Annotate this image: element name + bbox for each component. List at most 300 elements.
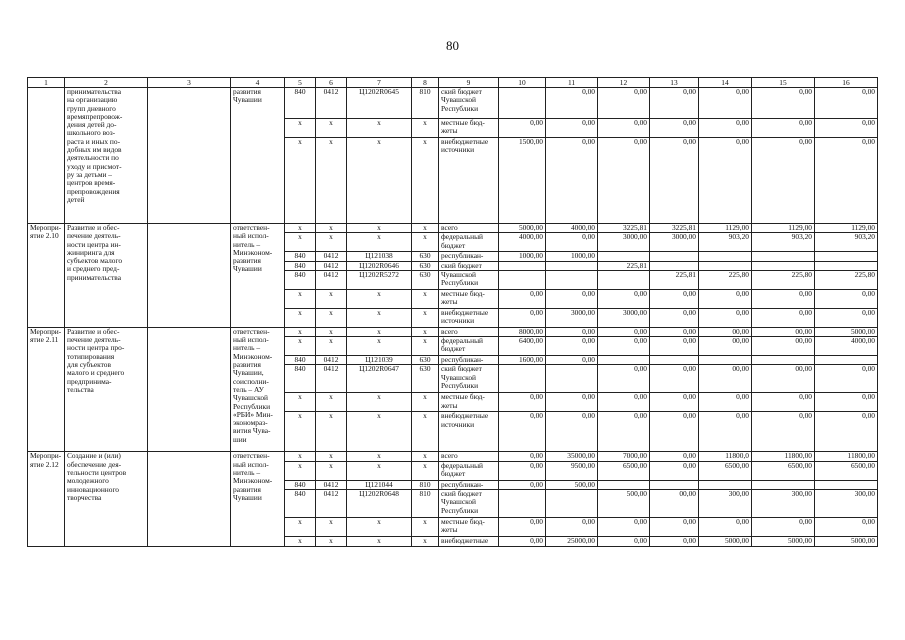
expense-type (412, 452, 439, 461)
amount-year-2 (546, 337, 598, 356)
grbs-code-text: x (298, 232, 302, 242)
amount-year-2-text: 0,00 (582, 137, 595, 146)
responsible-executor (231, 88, 285, 224)
section-code-text: 0412 (323, 251, 339, 261)
amount-year-4 (650, 327, 699, 336)
amount-year-6-text: 0,00 (799, 87, 812, 96)
amount-year-3-text: 0,00 (634, 336, 647, 346)
target-article (347, 88, 412, 119)
target-article (347, 365, 412, 393)
amount-year-2 (546, 138, 598, 224)
section-code (316, 327, 347, 336)
amount-year-1 (499, 337, 546, 356)
amount-year-5 (699, 412, 752, 452)
amount-year-7-text: 0,00 (862, 411, 875, 421)
amount-year-2 (546, 224, 598, 233)
amount-year-4 (650, 252, 699, 261)
amount-year-2-text: 0,00 (582, 289, 595, 298)
target-article-text: Ц121044 (365, 480, 393, 489)
amount-year-1 (499, 138, 546, 224)
amount-year-4 (650, 119, 699, 138)
amount-year-6-text: 0,00 (799, 308, 812, 317)
funding-source-text: внебюджетные источники (441, 308, 489, 326)
amount-year-7 (815, 261, 878, 270)
amount-year-3 (598, 365, 650, 393)
grbs-code (285, 518, 316, 537)
funding-source (439, 270, 499, 289)
amount-year-1-text: 0,00 (530, 451, 543, 461)
funding-source (439, 233, 499, 252)
amount-year-5 (699, 518, 752, 537)
grbs-code (285, 289, 316, 308)
amount-year-1 (499, 308, 546, 327)
section-code (316, 490, 347, 518)
amount-year-6-text: 5000,00 (787, 536, 812, 546)
amount-year-4 (650, 337, 699, 356)
amount-year-5 (699, 224, 752, 233)
amount-year-7-text: 1129,00 (851, 223, 875, 232)
target-article (347, 138, 412, 224)
grbs-code (285, 490, 316, 518)
section-code-text: x (329, 308, 333, 317)
amount-year-1-text: 0,00 (530, 118, 543, 127)
grbs-code (285, 138, 316, 224)
column-header-5: 5 (285, 78, 316, 88)
amount-year-1-text: 6400,00 (518, 336, 543, 346)
amount-year-3-text: 0,00 (634, 536, 647, 546)
amount-year-1-text: 0,00 (530, 517, 543, 527)
amount-year-7-text: 6500,00 (850, 461, 875, 470)
amount-year-2-text: 500,00 (574, 480, 595, 489)
target-article-text: Ц1202R5272 (359, 270, 399, 279)
amount-year-5 (699, 452, 752, 461)
responsible-executor-text: ответствен- ный испол- нитель – Минэконом- развития Чувашии (233, 223, 273, 274)
page-number: 80 (446, 38, 459, 53)
section-code (316, 289, 347, 308)
amount-year-2-text: 0,00 (582, 392, 595, 402)
amount-year-6 (752, 337, 815, 356)
expense-type (412, 308, 439, 327)
amount-year-3 (598, 452, 650, 461)
amount-year-3-text: 3000,00 (622, 308, 647, 317)
amount-year-7 (815, 452, 878, 461)
target-article (347, 261, 412, 270)
amount-year-6 (752, 88, 815, 119)
funding-source-text: местные бюд- жеты (441, 289, 485, 307)
funding-source-text: местные бюд- жеты (441, 118, 485, 136)
amount-year-7 (815, 356, 878, 365)
amount-year-3-text: 0,00 (634, 411, 647, 421)
expense-type-text: 810 (419, 87, 431, 96)
column-header-1: 1 (28, 78, 65, 88)
amount-year-5-text: 0,00 (736, 517, 749, 527)
amount-year-3 (598, 518, 650, 537)
amount-year-1-text: 4000,00 (518, 232, 543, 242)
amount-year-1 (499, 252, 546, 261)
grbs-code (285, 252, 316, 261)
amount-year-5 (699, 337, 752, 356)
grbs-code (285, 337, 316, 356)
expense-type-text: x (423, 536, 427, 546)
expense-type (412, 289, 439, 308)
target-article-text: Ц121039 (365, 355, 393, 365)
grbs-code (285, 356, 316, 365)
section-code-text: x (329, 411, 333, 421)
amount-year-6 (752, 490, 815, 518)
amount-year-7 (815, 412, 878, 452)
amount-year-1 (499, 490, 546, 518)
amount-year-4 (650, 452, 699, 461)
funding-source (439, 356, 499, 365)
amount-year-3 (598, 119, 650, 138)
amount-year-7-text: 0,00 (862, 364, 875, 374)
amount-year-6 (752, 365, 815, 393)
responsible-executor-text: ответствен- ный испол- нитель – Минэконом- развития Чувашии (233, 451, 273, 502)
column-header-6: 6 (316, 78, 347, 88)
target-article-text: x (377, 289, 381, 298)
measure-name-text: Развитие и обес- печение деятель- ности центра ин- жиниринга для субъектов малого и среднего пред- принимательства (67, 223, 123, 282)
amount-year-7-text: 4000,00 (850, 336, 875, 346)
amount-year-6-text: 00,00 (795, 364, 812, 374)
amount-year-5-text: 6500,00 (724, 461, 749, 470)
grbs-code-text: x (298, 137, 302, 146)
section-code-text: x (329, 536, 333, 546)
amount-year-2 (546, 119, 598, 138)
expense-type (412, 270, 439, 289)
funding-source (439, 480, 499, 489)
funding-source-text: республикан- (441, 355, 484, 365)
amount-year-3 (598, 393, 650, 412)
target-article (347, 356, 412, 365)
amount-year-4-text: 0,00 (683, 517, 696, 527)
amount-year-5-text: 0,00 (736, 118, 749, 127)
amount-year-7-text: 0,00 (862, 308, 875, 317)
target-article-text: x (377, 517, 381, 527)
funding-source (439, 119, 499, 138)
amount-year-7 (815, 138, 878, 224)
amount-year-7 (815, 252, 878, 261)
target-article-text: x (377, 232, 381, 242)
measure-code (28, 224, 65, 328)
amount-year-3 (598, 537, 650, 547)
amount-year-4 (650, 261, 699, 270)
amount-year-1 (499, 327, 546, 336)
amount-year-3 (598, 461, 650, 480)
amount-year-6 (752, 261, 815, 270)
funding-source (439, 252, 499, 261)
amount-year-7 (815, 88, 878, 119)
section-code (316, 518, 347, 537)
amount-year-1 (499, 224, 546, 233)
grbs-code-text: x (298, 536, 302, 546)
expense-type (412, 119, 439, 138)
section-code-text: 0412 (323, 489, 339, 499)
target-article (347, 308, 412, 327)
target-article (347, 537, 412, 547)
expense-type-text: x (423, 223, 427, 232)
funding-source-text: ский бюджет Чувашской Республики (441, 364, 482, 391)
amount-year-2-text: 0,00 (582, 411, 595, 421)
grbs-code-text: x (298, 308, 302, 317)
funding-source (439, 88, 499, 119)
expense-type-text: x (423, 451, 427, 461)
amount-year-4-text: 0,00 (683, 137, 696, 146)
amount-year-7 (815, 337, 878, 356)
amount-year-1-text: 0,00 (530, 461, 543, 470)
amount-year-3 (598, 327, 650, 336)
amount-year-2-text: 0,00 (582, 336, 595, 346)
amount-year-3 (598, 289, 650, 308)
target-article-text: x (377, 451, 381, 461)
amount-year-4-text: 0,00 (683, 451, 696, 461)
target-article (347, 289, 412, 308)
target-article-text: x (377, 536, 381, 546)
amount-year-3-text: 0,00 (634, 137, 647, 146)
amount-year-4 (650, 480, 699, 489)
amount-year-7 (815, 393, 878, 412)
grbs-code-text: 840 (294, 364, 306, 374)
amount-year-1 (499, 393, 546, 412)
expense-type (412, 233, 439, 252)
measure-name (65, 452, 148, 547)
amount-year-5 (699, 119, 752, 138)
section-code (316, 393, 347, 412)
funding-source (439, 412, 499, 452)
amount-year-5 (699, 490, 752, 518)
measure-code-text: Меропри- ятие 2.11 (30, 327, 62, 345)
amount-year-1-text: 0,00 (530, 308, 543, 317)
amount-year-7-text: 11800,00 (847, 451, 875, 461)
target-article (347, 252, 412, 261)
column-header-2: 2 (65, 78, 148, 88)
section-code-text: x (329, 232, 333, 242)
amount-year-4-text: 0,00 (683, 87, 696, 96)
amount-year-6 (752, 327, 815, 336)
expense-type-text: 630 (419, 251, 431, 261)
section-code (316, 337, 347, 356)
expense-type (412, 412, 439, 452)
amount-year-6-text: 00,00 (795, 336, 812, 346)
amount-year-3-text: 7000,00 (622, 451, 647, 461)
section-code-text: x (329, 137, 333, 146)
grbs-code-text: 840 (294, 251, 306, 261)
amount-year-4-text: 0,00 (683, 327, 696, 336)
funding-source (439, 461, 499, 480)
amount-year-3 (598, 261, 650, 270)
amount-year-6-text: 11800,00 (784, 451, 812, 461)
column-header-10: 10 (499, 78, 546, 88)
target-article-text: Ц1202R0647 (359, 364, 399, 374)
column-3-empty (148, 224, 231, 328)
table-body (28, 88, 878, 547)
amount-year-7-text: 0,00 (862, 118, 875, 127)
measure-code-text: Меропри- ятие 2.12 (30, 451, 62, 469)
amount-year-3-text: 500,00 (626, 489, 647, 499)
funding-source-text: ский бюджет Чувашской Республики (441, 87, 482, 113)
amount-year-6 (752, 452, 815, 461)
amount-year-7-text: 903,20 (854, 232, 875, 242)
column-header-11: 11 (546, 78, 598, 88)
measure-code (28, 327, 65, 452)
amount-year-3 (598, 88, 650, 119)
amount-year-7-text: 0,00 (862, 517, 875, 527)
amount-year-5 (699, 356, 752, 365)
grbs-code (285, 365, 316, 393)
amount-year-5 (699, 461, 752, 480)
section-code (316, 138, 347, 224)
amount-year-2 (546, 270, 598, 289)
column-3-empty (148, 452, 231, 547)
section-code-text: x (329, 289, 333, 298)
amount-year-4 (650, 412, 699, 452)
target-article (347, 337, 412, 356)
measure-name (65, 327, 148, 452)
amount-year-3 (598, 224, 650, 233)
amount-year-1 (499, 518, 546, 537)
amount-year-3 (598, 480, 650, 489)
responsible-executor (231, 452, 285, 547)
expense-type (412, 356, 439, 365)
funding-source-text: федеральный бюджет (441, 461, 483, 479)
amount-year-1-text: 0,00 (530, 480, 543, 489)
grbs-code-text: x (298, 461, 302, 470)
amount-year-7 (815, 461, 878, 480)
expense-type-text: x (423, 327, 427, 336)
amount-year-2 (546, 356, 598, 365)
column-header-7: 7 (347, 78, 412, 88)
amount-year-5-text: 0,00 (736, 308, 749, 317)
amount-year-1-text: 0,00 (530, 536, 543, 546)
budget-table (27, 77, 878, 547)
target-article (347, 518, 412, 537)
amount-year-1 (499, 412, 546, 452)
target-article-text: x (377, 308, 381, 317)
amount-year-7 (815, 233, 878, 252)
amount-year-6 (752, 480, 815, 489)
section-code (316, 270, 347, 289)
amount-year-3 (598, 490, 650, 518)
amount-year-3 (598, 138, 650, 224)
expense-type-text: x (423, 411, 427, 421)
target-article (347, 490, 412, 518)
amount-year-4 (650, 490, 699, 518)
amount-year-5 (699, 393, 752, 412)
grbs-code (285, 393, 316, 412)
section-code-text: 0412 (323, 270, 339, 279)
grbs-code-text: 840 (294, 489, 306, 499)
amount-year-2 (546, 452, 598, 461)
expense-type (412, 88, 439, 119)
amount-year-7-text: 0,00 (862, 289, 875, 298)
column-header-16: 16 (815, 78, 878, 88)
amount-year-3 (598, 270, 650, 289)
amount-year-1 (499, 233, 546, 252)
funding-source (439, 289, 499, 308)
section-code-text: 0412 (323, 87, 339, 96)
responsible-executor-text: развития Чувашии (233, 87, 262, 105)
amount-year-1 (499, 537, 546, 547)
expense-type-text: x (423, 392, 427, 402)
expense-type (412, 393, 439, 412)
grbs-code-text: 840 (294, 87, 306, 96)
amount-year-3-text: 0,00 (634, 392, 647, 402)
funding-source-text: внебюджетные источники (441, 137, 489, 155)
amount-year-1-text: 1000,00 (518, 251, 543, 261)
section-code (316, 119, 347, 138)
amount-year-7-text: 0,00 (862, 137, 875, 146)
expense-type (412, 327, 439, 336)
amount-year-4 (650, 461, 699, 480)
amount-year-2-text: 0,00 (582, 232, 595, 242)
amount-year-5-text: 0,00 (736, 137, 749, 146)
amount-year-4 (650, 138, 699, 224)
amount-year-1 (499, 365, 546, 393)
amount-year-6-text: 0,00 (799, 289, 812, 298)
amount-year-7 (815, 327, 878, 336)
amount-year-2-text: 9500,00 (570, 461, 595, 470)
funding-source-text: местные бюд- жеты (441, 517, 485, 535)
amount-year-4-text: 0,00 (683, 536, 696, 546)
target-article (347, 233, 412, 252)
amount-year-1-text: 8000,00 (518, 327, 543, 336)
amount-year-4-text: 3225,81 (671, 223, 696, 232)
expense-type (412, 252, 439, 261)
amount-year-2 (546, 412, 598, 452)
amount-year-3-text: 0,00 (634, 289, 647, 298)
amount-year-6-text: 0,00 (799, 411, 812, 421)
funding-source (439, 224, 499, 233)
target-article-text: x (377, 137, 381, 146)
grbs-code-text: x (298, 392, 302, 402)
amount-year-6-text: 903,20 (791, 232, 812, 242)
measure-name-text: принимательства на организацию групп дневного времяпрепровож- дения детей до- школьного воз- раста и иных по- добных им видов деятельности по уходу и присмот- ру за детьми – центров время- препровождения детей (67, 87, 123, 204)
amount-year-4-text: 00,00 (679, 489, 696, 499)
column-header-4: 4 (231, 78, 285, 88)
expense-type-text: x (423, 517, 427, 527)
funding-source (439, 337, 499, 356)
amount-year-5 (699, 480, 752, 489)
amount-year-4-text: 0,00 (683, 118, 696, 127)
section-code (316, 365, 347, 393)
expense-type (412, 261, 439, 270)
amount-year-4-text: 0,00 (683, 308, 696, 317)
amount-year-4 (650, 365, 699, 393)
funding-source-text: федеральный бюджет (441, 336, 483, 354)
grbs-code-text: 840 (294, 355, 306, 365)
section-code-text: 0412 (323, 261, 339, 270)
amount-year-6-text: 0,00 (799, 137, 812, 146)
header-row (28, 78, 878, 88)
funding-source (439, 393, 499, 412)
amount-year-6 (752, 224, 815, 233)
target-article (347, 270, 412, 289)
amount-year-7-text: 225,80 (854, 270, 875, 279)
grbs-code-text: 840 (294, 270, 306, 279)
funding-source-text: всего (441, 223, 458, 232)
section-code-text: x (329, 327, 333, 336)
section-code (316, 233, 347, 252)
amount-year-2 (546, 461, 598, 480)
amount-year-2 (546, 518, 598, 537)
grbs-code-text: x (298, 451, 302, 461)
amount-year-2 (546, 308, 598, 327)
amount-year-4-text: 0,00 (683, 289, 696, 298)
section-code-text: x (329, 118, 333, 127)
amount-year-2 (546, 537, 598, 547)
amount-year-3 (598, 356, 650, 365)
amount-year-7 (815, 537, 878, 547)
amount-year-6 (752, 356, 815, 365)
